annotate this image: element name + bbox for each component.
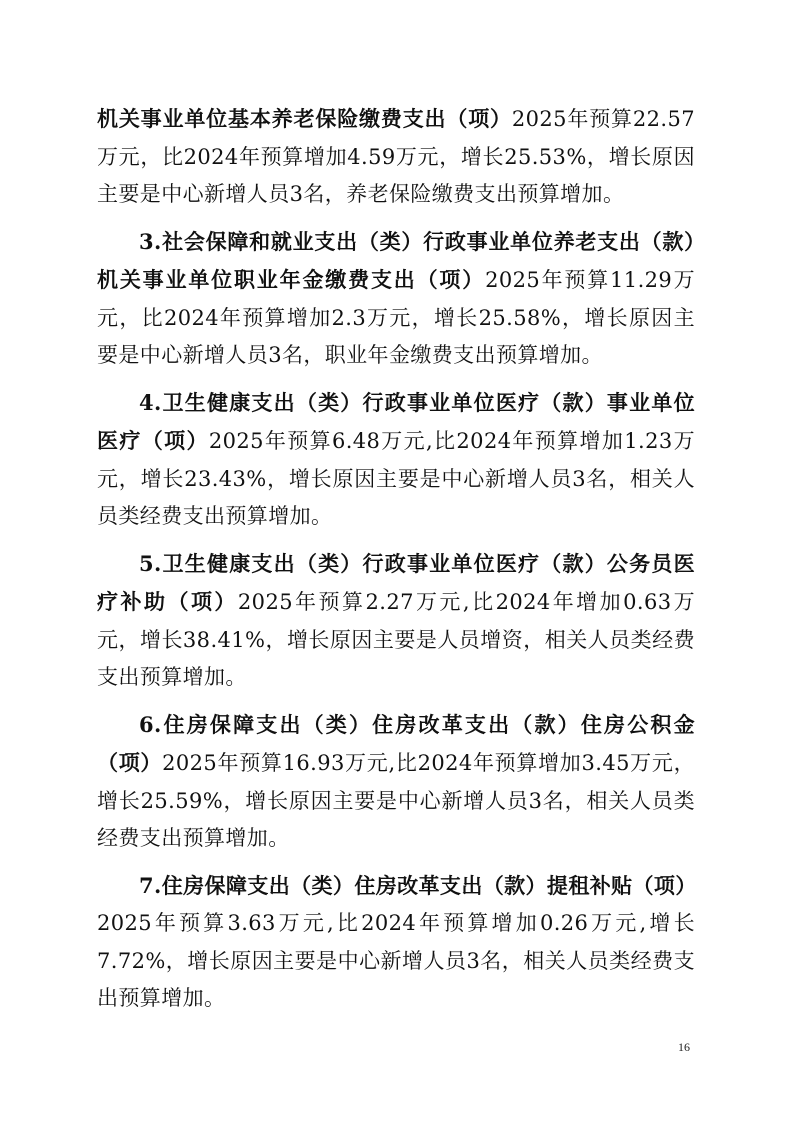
paragraph-pension-insurance <box>97 100 695 214</box>
paragraph-heading: 机关事业单位基本养老保险缴费支出（项） <box>97 106 512 131</box>
paragraph-heading: 7.住房保障支出（类）住房改革支出（款）提租补贴（项） <box>139 872 697 898</box>
page-number: 16 <box>678 1040 690 1054</box>
paragraph-occupational-annuity <box>97 223 695 375</box>
paragraph-heading: 3.社会保障和就业支出（类）行政事业单位养老支出（款）机关事业单位职业年金缴费支出（项） <box>97 228 695 292</box>
paragraph-body: 2025年预算22.57万元，比2024年预算增加4.59万元，增长25.53%，增长原因主要是中心新增人员3名，养老保险缴费支出预算增加。 <box>97 107 695 206</box>
paragraph-body: 2025年预算2.27万元,比2024年增加0.63万元，增长38.41%，增长原因主要是人员增资，相关人员类经费支出预算增加。 <box>97 590 695 689</box>
paragraph-body: 2025年预算11.29万元，比2024年预算增加2.3万元，增长25.58%，增长原因主要是中心新增人员3名，职业年金缴费支出预算增加。 <box>97 268 695 367</box>
paragraph-institution-medical <box>97 384 695 536</box>
paragraph-rent-subsidy <box>97 867 695 1018</box>
paragraph-housing-fund <box>97 706 695 858</box>
document-page <box>97 100 695 1027</box>
paragraph-heading: 6.住房保障支出（类）住房改革支出（款）住房公积金（项） <box>97 711 695 775</box>
paragraph-body: 2025年预算6.48万元,比2024年预算增加1.23万元，增长23.43%，增长原因主要是中心新增人员3名，相关人员类经费支出预算增加。 <box>97 429 695 528</box>
paragraph-civil-servant-medical <box>97 545 695 697</box>
paragraph-heading: 4.卫生健康支出（类）行政事业单位医疗（款）事业单位医疗（项） <box>97 389 695 453</box>
paragraph-body: 2025年预算3.63万元,比2024年预算增加0.26万元,增长7.72%，增长原因主要是中心新增人员3名，相关人员类经费支出预算增加。 <box>97 911 695 1010</box>
paragraph-body: 2025年预算16.93万元,比2024年预算增加3.45万元，增长25.59%，增长原因主要是中心新增人员3名，相关人员类经费支出预算增加。 <box>97 751 695 850</box>
paragraph-heading: 5.卫生健康支出（类）行政事业单位医疗（款）公务员医疗补助（项） <box>97 550 695 614</box>
